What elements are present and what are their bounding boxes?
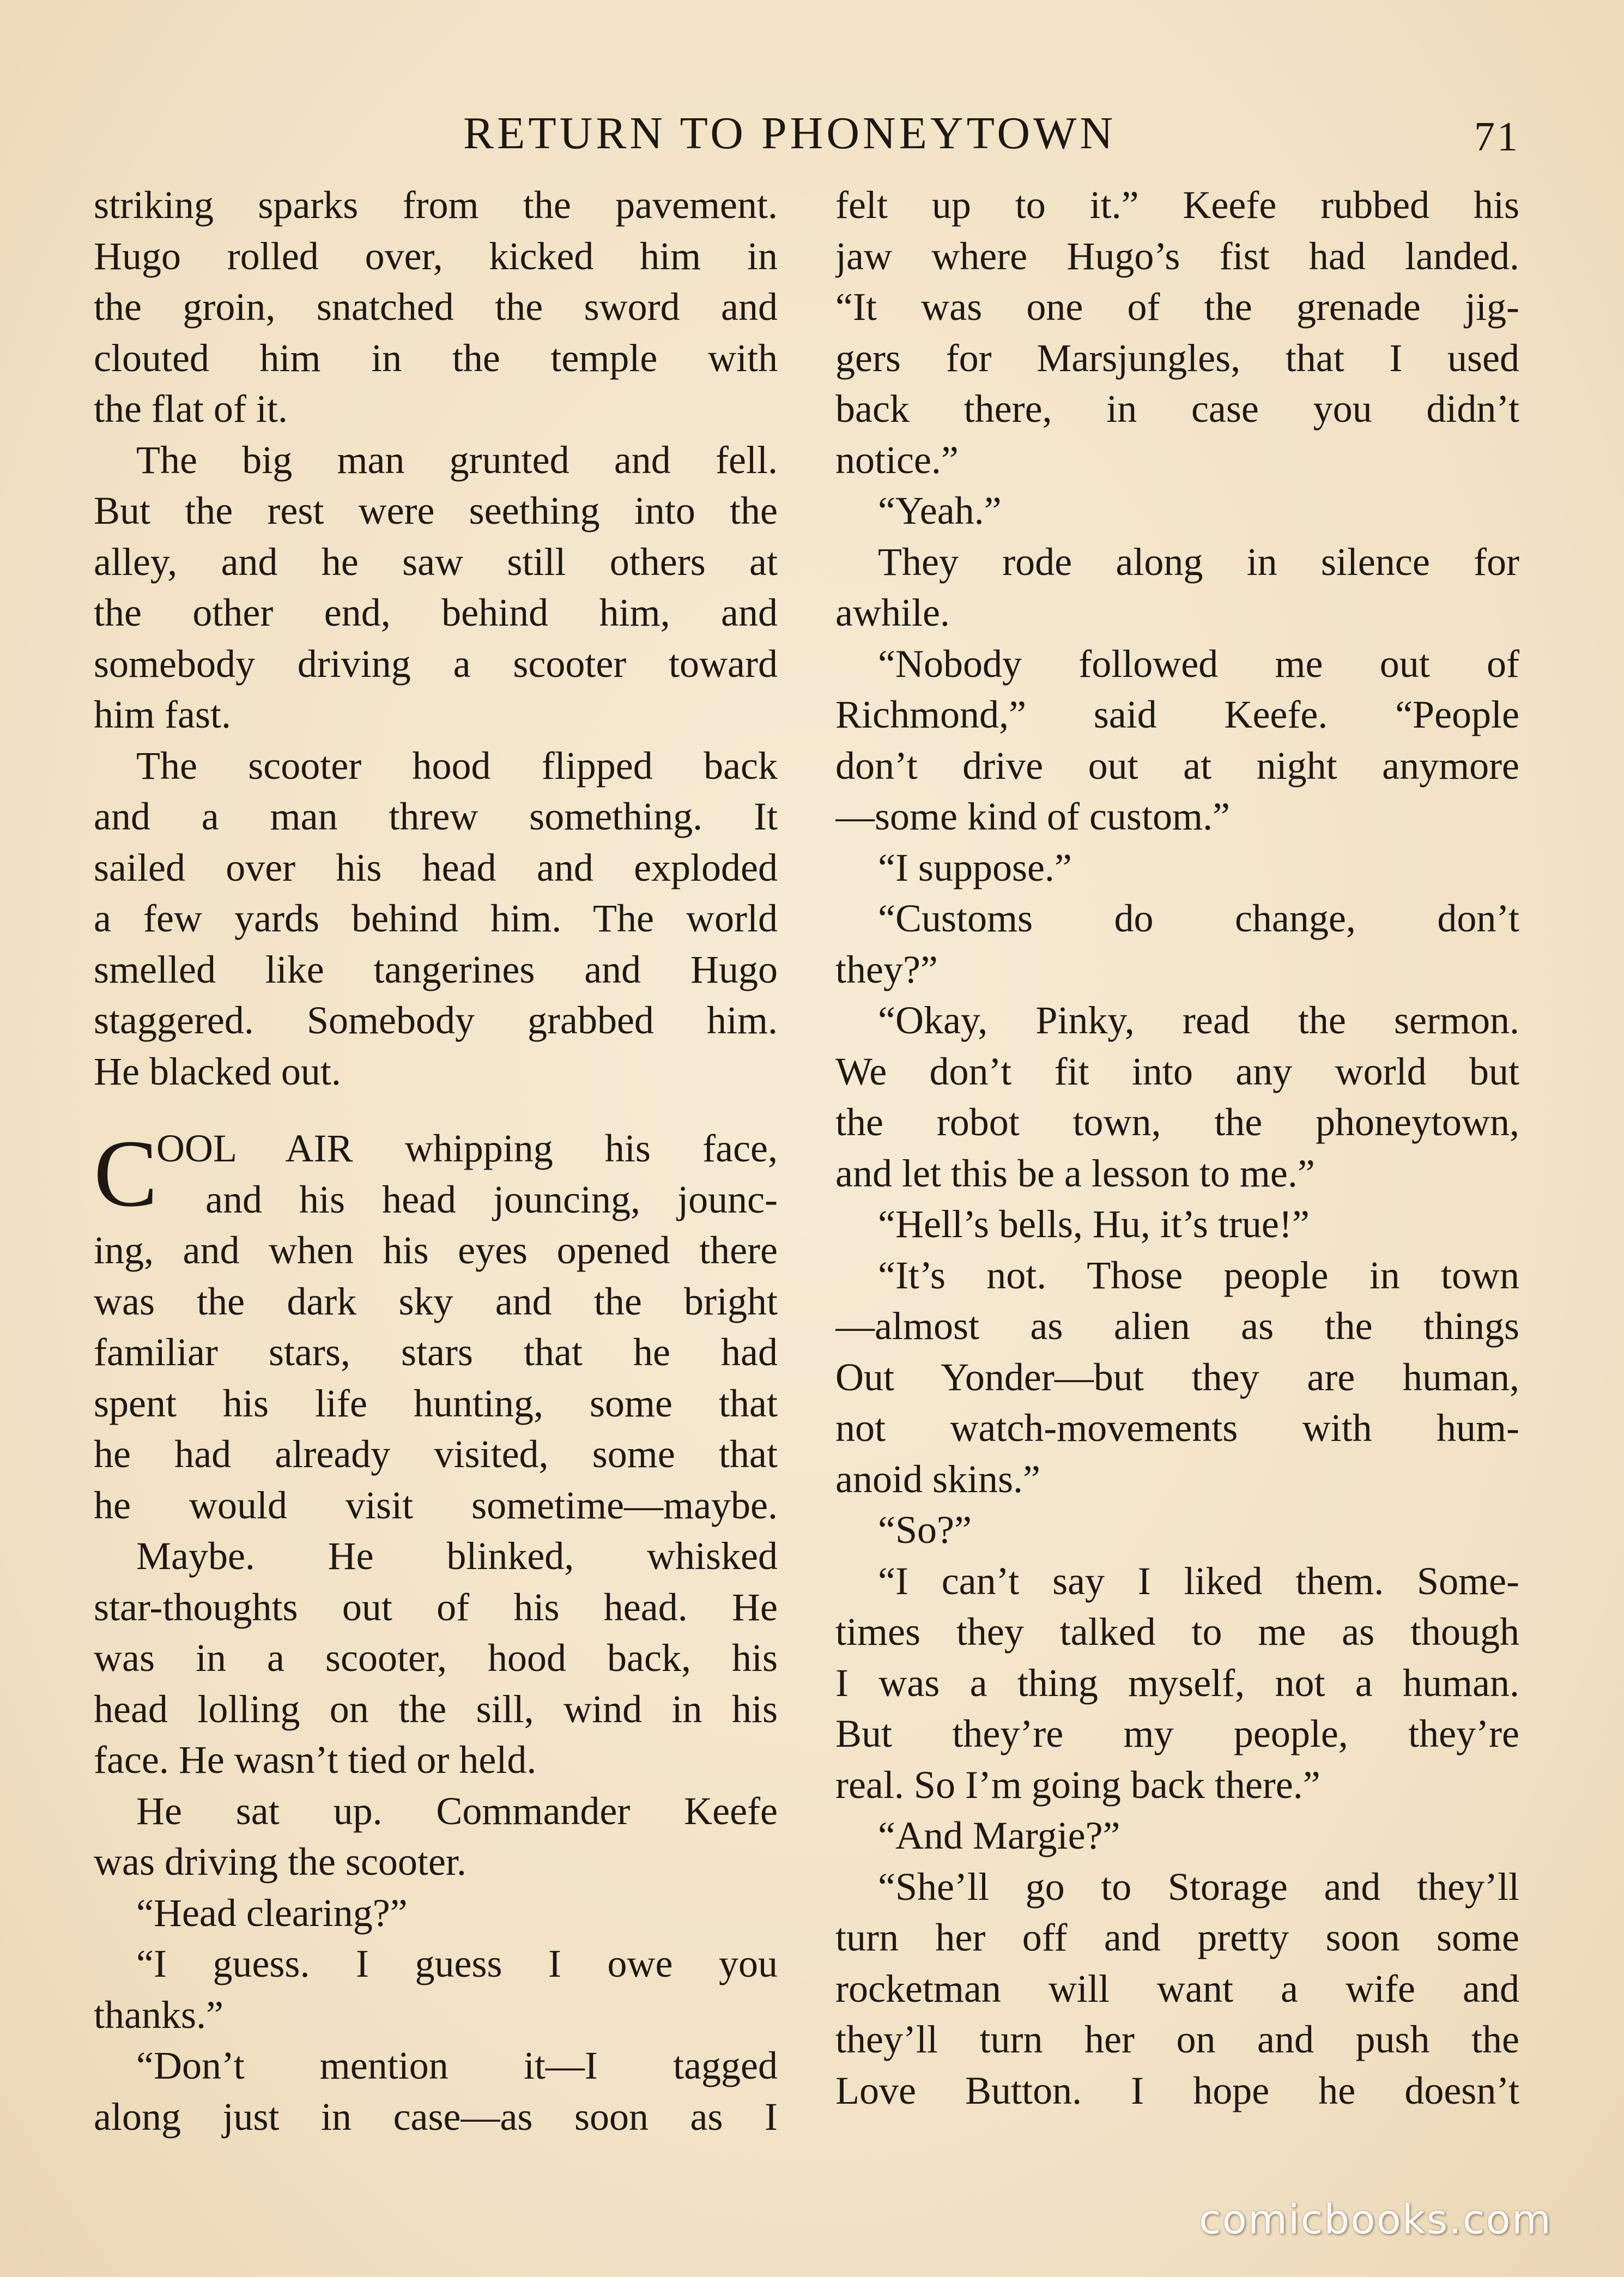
text-line: the groin, snatched the sword and <box>94 285 778 329</box>
left-column <box>94 180 778 2142</box>
text-line: rocketman will want a wife and <box>835 1966 1519 2010</box>
text-line: him fast. <box>94 693 231 736</box>
text-line: striking sparks from the pavement. <box>94 183 778 227</box>
drop-cap: C <box>94 1121 158 1227</box>
section-opening <box>94 1123 778 1225</box>
text-line: OOL AIR whipping his face, <box>156 1127 778 1170</box>
text-line: was driving the scooter. <box>94 1840 466 1884</box>
text-line: gers for Marsjungles, that I used <box>835 336 1519 380</box>
text-line: He sat up. Commander Keefe <box>136 1789 778 1833</box>
text-line: “It was one of the grenade jig- <box>835 285 1519 329</box>
site-watermark: comicbooks.com <box>1199 2196 1552 2243</box>
text-line: “Yeah.” <box>878 489 1002 532</box>
text-line: We don’t fit into any world but <box>835 1049 1519 1093</box>
text-line: star-thoughts out of his head. He <box>94 1585 778 1629</box>
text-line: face. He wasn’t tied or held. <box>94 1738 537 1782</box>
text-line: real. So I’m going back there.” <box>835 1763 1320 1807</box>
running-title: RETURN TO PHONEYTOWN <box>463 108 1117 159</box>
text-line: —almost as alien as the things <box>835 1304 1519 1348</box>
text-line: and let this be a lesson to me.” <box>835 1151 1315 1195</box>
text-line: the robot town, the phoneytown, <box>835 1100 1519 1144</box>
text-line: they’ll turn her on and push the <box>835 2018 1519 2061</box>
text-line: “I suppose.” <box>878 845 1072 889</box>
text-line: and a man threw something. It <box>94 795 778 838</box>
text-line: staggered. Somebody grabbed him. <box>94 998 778 1042</box>
text-line: times they talked to me as though <box>835 1610 1519 1654</box>
text-line: along just in case—as soon as I <box>94 2094 778 2139</box>
right-column <box>835 180 1519 2116</box>
text-line: —some kind of custom.” <box>835 795 1230 838</box>
text-line: they?” <box>835 947 938 991</box>
text-line: he would visit sometime—maybe. <box>94 1483 778 1527</box>
text-line: he had already visited, some that <box>94 1432 778 1476</box>
text-line: Love Button. I hope he doesn’t <box>835 2068 1519 2112</box>
text-line: notice.” <box>835 438 959 482</box>
text-line: somebody driving a scooter toward <box>94 641 778 686</box>
text-line: “Head clearing?” <box>136 1891 408 1935</box>
text-line: spent his life hunting, some that <box>94 1381 778 1425</box>
text-line: was the dark sky and the bright <box>94 1279 778 1323</box>
text-line: “Customs do change, don’t <box>878 897 1519 940</box>
text-line: Richmond,” said Keefe. “People <box>835 693 1519 736</box>
text-line: Hugo rolled over, kicked him in <box>94 234 778 278</box>
text-line: He blacked out. <box>94 1049 341 1093</box>
text-line: “Hell’s bells, Hu, it’s true!” <box>878 1202 1310 1246</box>
text-line: anoid skins.” <box>835 1457 1040 1501</box>
text-line: don’t drive out at night anymore <box>835 743 1519 788</box>
text-line: They rode along in silence for <box>878 540 1519 584</box>
text-line: “Don’t mention it—I tagged <box>136 2044 778 2087</box>
text-line: sailed over his head and exploded <box>94 845 778 889</box>
text-line: “She’ll go to Storage and they’ll <box>878 1864 1519 1909</box>
text-line: the flat of it. <box>94 387 288 431</box>
text-line: But they’re my people, they’re <box>835 1712 1519 1755</box>
text-line: I was a thing myself, not a human. <box>835 1661 1519 1705</box>
text-line: Maybe. He blinked, whisked <box>136 1534 778 1578</box>
text-line: turn her off and pretty soon some <box>835 1916 1519 1959</box>
text-line: “I can’t say I liked them. Some- <box>878 1559 1519 1603</box>
text-line: “It’s not. Those people in town <box>878 1253 1519 1297</box>
text-line: “I guess. I guess I owe you <box>136 1942 778 1985</box>
text-line: back there, in case you didn’t <box>835 387 1519 431</box>
running-head <box>0 104 1624 163</box>
text-line: Out Yonder—but they are human, <box>835 1355 1519 1399</box>
text-line: thanks.” <box>94 1993 223 2037</box>
text-line: head lolling on the sill, wind in his <box>94 1687 778 1731</box>
text-line: “Okay, Pinky, read the sermon. <box>878 998 1519 1042</box>
text-line: the other end, behind him, and <box>94 591 778 634</box>
section-break <box>94 1097 778 1123</box>
text-line: awhile. <box>835 591 950 634</box>
text-line: But the rest were seething into the <box>94 489 778 532</box>
text-line: and his head jouncing, jounc- <box>205 1177 778 1221</box>
page-number: 71 <box>1474 114 1520 160</box>
text-line: not watch-movements with hum- <box>835 1406 1519 1450</box>
text-line: smelled like tangerines and Hugo <box>94 947 778 991</box>
text-line: “Nobody followed me out of <box>878 641 1519 686</box>
text-line: clouted him in the temple with <box>94 336 778 380</box>
text-line: The big man grunted and fell. <box>136 438 778 482</box>
text-line: “So?” <box>878 1508 972 1552</box>
text-line: a few yards behind him. The world <box>94 897 778 940</box>
text-line: ing, and when his eyes opened there <box>94 1228 778 1272</box>
text-line: jaw where Hugo’s fist had landed. <box>835 234 1519 278</box>
text-line: felt up to it.” Keefe rubbed his <box>835 183 1519 227</box>
text-line: “And Margie?” <box>878 1814 1120 1857</box>
text-line: The scooter hood flipped back <box>136 743 778 788</box>
text-line: alley, and he saw still others at <box>94 540 778 584</box>
text-line: familiar stars, stars that he had <box>94 1330 778 1374</box>
text-line: was in a scooter, hood back, his <box>94 1636 778 1680</box>
